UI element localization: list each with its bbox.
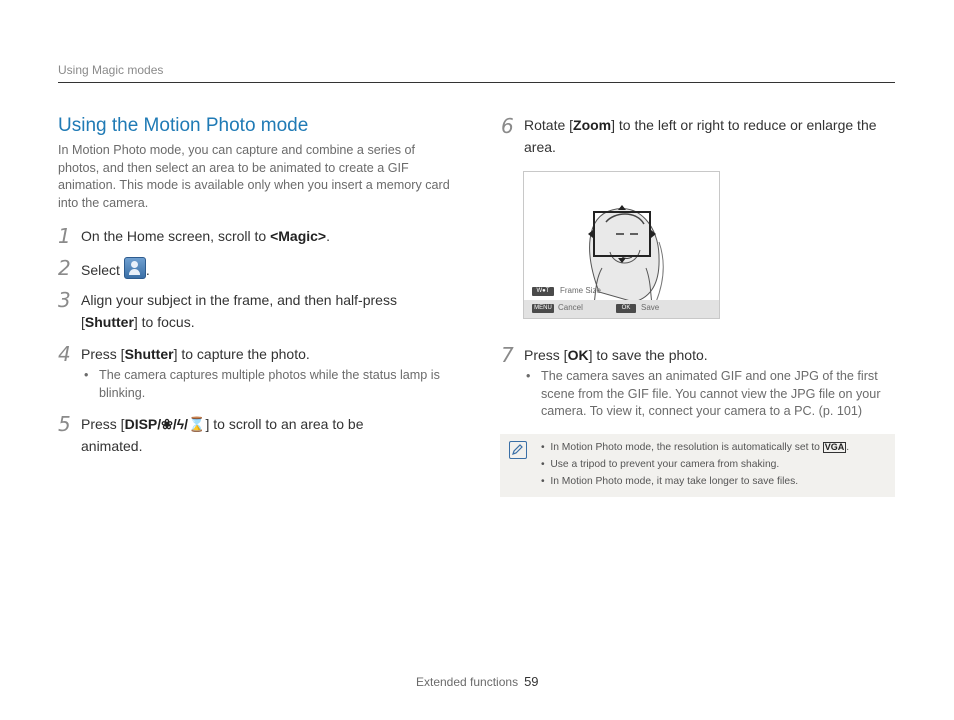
step-1-post: . xyxy=(326,228,330,244)
header-rule xyxy=(58,82,895,83)
step-4-bullet-item xyxy=(84,367,444,402)
step-3-bold: Shutter xyxy=(84,314,134,330)
step-7-text xyxy=(524,344,884,366)
step-4-bold: Shutter xyxy=(124,346,174,362)
section-label: Using Magic modes xyxy=(58,63,164,77)
page-number: 59 xyxy=(524,674,539,689)
bullet-dot: • xyxy=(84,368,89,382)
note-item-1-post: . xyxy=(846,442,850,453)
page-footer xyxy=(416,674,539,689)
note-item-2: • Use a tripod to prevent your camera from shaking. xyxy=(541,459,780,470)
step-3-number: 3 xyxy=(58,288,71,312)
note-item-1: • In Motion Photo mode, the resolution is automatically set to VGA . xyxy=(541,442,850,453)
step-7-number: 7 xyxy=(501,343,514,367)
step-1-bold: <Magic> xyxy=(270,228,327,244)
step-5-pre: Press [ xyxy=(81,416,125,432)
step-4-post: ] to capture the photo. xyxy=(173,346,310,362)
note-item-3-text: In Motion Photo mode, it may take longer to save files. xyxy=(550,476,799,487)
bullet-dot: • xyxy=(526,369,531,383)
step-7-pre: Press [ xyxy=(524,347,568,363)
cancel-label: Cancel xyxy=(558,303,583,312)
step-5-keys: DISP/❀/ϟ/⌛ xyxy=(124,416,206,432)
step-7-key: OK xyxy=(567,347,589,363)
step-4-number: 4 xyxy=(58,342,71,366)
page-title: Using the Motion Photo mode xyxy=(58,115,309,136)
vga-resolution-badge: VGA xyxy=(824,442,845,452)
step-2-number: 2 xyxy=(58,256,71,280)
zoom-key-icon: W●T xyxy=(532,287,554,296)
note-pencil-icon xyxy=(509,441,527,459)
motion-photo-mode-icon xyxy=(124,257,146,279)
note-list xyxy=(541,439,886,490)
step-5-post: ] to scroll to an area to be animated. xyxy=(81,416,364,454)
step-4-bullet: The camera captures multiple photos while the status lamp is blinking. xyxy=(99,368,440,400)
step-7-post: ] to save the photo. xyxy=(588,347,708,363)
step-3-post: ] to focus. xyxy=(133,314,195,330)
step-2-pre: Select xyxy=(81,262,124,278)
step-6-number: 6 xyxy=(501,114,514,138)
footer-label: Extended functions xyxy=(416,675,519,689)
step-1-text xyxy=(81,225,461,247)
step-7-bullet-item xyxy=(526,368,888,421)
step-2-post: . xyxy=(145,262,150,278)
save-label: Save xyxy=(641,303,660,312)
step-5-number: 5 xyxy=(58,412,71,436)
step-1-pre: On the Home screen, scroll to xyxy=(81,228,271,244)
menu-key-icon: MENU xyxy=(532,304,554,313)
step-6-post: ] to the left or right to reduce or enlarge the area. xyxy=(524,117,877,155)
step-1-number: 1 xyxy=(58,224,71,248)
camera-preview-screen xyxy=(523,171,720,319)
note-item-3: • In Motion Photo mode, it may take longer to save files. xyxy=(541,476,799,487)
step-6-bold: Zoom xyxy=(573,117,612,133)
pencil-icon xyxy=(510,442,525,457)
step-2-text xyxy=(81,257,461,281)
step-4-pre: Press [ xyxy=(81,346,125,362)
step-3-text xyxy=(81,289,451,333)
step-6-text xyxy=(524,114,884,158)
frame-size-label: Frame Size xyxy=(560,286,601,295)
note-item-1-text: In Motion Photo mode, the resolution is automatically set to xyxy=(550,442,823,453)
intro-paragraph: In Motion Photo mode, you can capture and combine a series of photos, and then select an area to be animated to create a GIF animation. This mode is available only when you insert a memory card into the camera. xyxy=(58,143,450,210)
step-4-text xyxy=(81,343,461,365)
step-6-pre: Rotate [ xyxy=(524,117,574,133)
note-item-2-text: Use a tripod to prevent your camera from shaking. xyxy=(550,459,780,470)
portrait-illustration xyxy=(524,172,719,318)
step-3-pre: Align your subject in the frame, and then half-press [ xyxy=(81,292,397,330)
ok-key-icon: OK xyxy=(616,304,636,313)
step-7-bullet: The camera saves an animated GIF and one JPG of the first scene from the GIF file. You cannot view the JPG file on your camera. To view it, connect your camera to a PC. (p. 101) xyxy=(541,369,881,418)
step-5-text xyxy=(81,413,421,457)
